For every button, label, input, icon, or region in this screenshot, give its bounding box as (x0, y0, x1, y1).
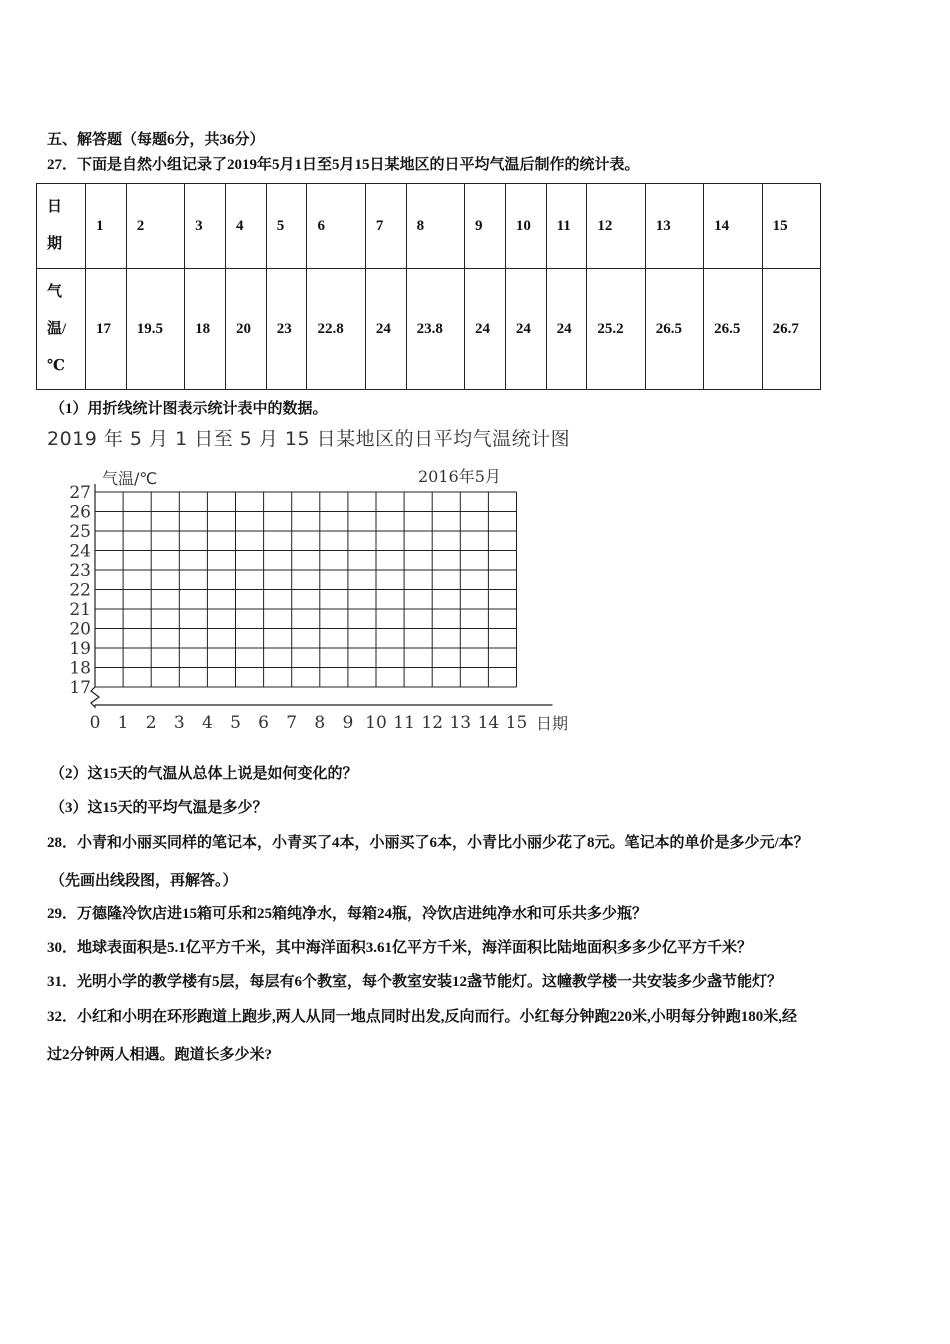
y-tick-label: 26 (69, 502, 91, 523)
table-cell: 6 (307, 184, 365, 269)
table-cell: 15 (762, 184, 820, 269)
y-tick-label: 20 (69, 619, 91, 640)
x-tick-label: 1 (117, 713, 129, 733)
temp-header-char: 温/ (47, 320, 67, 337)
x-tick-label: 7 (286, 713, 298, 733)
table-cell: 22.8 (307, 269, 365, 390)
x-tick-label: 11 (393, 713, 415, 733)
x-tick-label: 12 (421, 713, 444, 733)
y-tick-label: 18 (69, 658, 91, 679)
question-32-cont: 过2分钟两人相遇。跑道长多少米? (47, 1047, 273, 1063)
question-31: 31．光明小学的教学楼有5层，每层有6个教室，每个教室安装12盏节能灯。这幢教学楼一共安装多少盏节能灯？ (47, 974, 783, 990)
table-cell: 11 (546, 184, 587, 269)
y-tick-label: 25 (69, 522, 91, 542)
question-27: 27．下面是自然小组记录了2019年5月1日至5月15日某地区的日平均气温后制作的统计表。 (47, 157, 640, 173)
table-row-temps (37, 269, 821, 390)
y-tick-label: 23 (69, 561, 91, 581)
temp-header-char: 气 (47, 283, 63, 300)
date-header (37, 184, 86, 269)
chart-note: 2016年5月 (418, 467, 501, 486)
x-tick-label: 8 (314, 713, 326, 733)
table-cell: 24 (505, 269, 546, 390)
table-cell: 7 (365, 184, 406, 269)
table-cell: 14 (704, 184, 762, 269)
table-cell: 5 (266, 184, 307, 269)
table-cell: 9 (465, 184, 506, 269)
chart-title: 2019 年 5 月 1 日至 5 月 15 日某地区的日平均气温统计图 (47, 428, 571, 450)
table-cell: 26.5 (704, 269, 762, 390)
table-cell: 8 (406, 184, 464, 269)
table-cell: 3 (185, 184, 226, 269)
x-tick-label: 3 (173, 713, 185, 733)
sub-question-2: （2）这15天的气温从总体上说是如何变化的？ (50, 766, 358, 782)
question-30: 30．地球表面积是5.1亿平方千米，其中海洋面积3.61亿平方千米，海洋面积比陆地面积多多少亿平方千米？ (47, 940, 753, 956)
table-cell: 10 (505, 184, 546, 269)
x-tick-label: 6 (258, 713, 270, 733)
question-28: 28．小青和小丽买同样的笔记本，小青买了4本，小丽买了6本，小青比小丽少花了8元。笔记本的单价是多少元/本？ (47, 835, 809, 851)
question-29: 29．万德隆冷饮店进15箱可乐和25箱纯净水，每箱24瓶，冷饮店进纯净水和可乐共多少瓶？ (47, 906, 648, 922)
question-28-note: （先画出线段图，再解答。） (50, 873, 238, 889)
table-cell: 24 (546, 269, 587, 390)
y-tick-label: 22 (69, 580, 91, 601)
y-tick-label: 19 (69, 639, 91, 659)
table-cell: 18 (185, 269, 226, 390)
temp-header-char: ℃ (47, 357, 65, 374)
date-header-char: 期 (47, 236, 63, 252)
table-cell: 2 (126, 184, 184, 269)
x-tick-label: 2 (145, 713, 157, 733)
x-tick-label: 14 (477, 713, 500, 733)
x-tick-label: 0 (89, 713, 101, 733)
date-header-char: 日 (47, 199, 63, 215)
x-axis-label: 日期 (536, 714, 569, 733)
table-cell: 25.2 (587, 269, 645, 390)
table-row-dates (37, 184, 821, 269)
y-tick-label: 17 (69, 678, 91, 698)
x-tick-label: 13 (449, 713, 472, 733)
x-tick-label: 10 (365, 713, 387, 733)
x-tick-label: 15 (505, 713, 528, 733)
table-cell: 4 (225, 184, 266, 269)
y-axis-label: 气温/℃ (102, 469, 158, 488)
y-tick-label: 27 (69, 483, 91, 503)
section-title: 五、解答题（每题6分，共36分） (47, 132, 265, 148)
sub-question-3: （3）这15天的平均气温是多少？ (50, 800, 268, 816)
temp-header (37, 269, 86, 390)
table-cell: 19.5 (126, 269, 184, 390)
chart-grid (91, 484, 553, 707)
chart-ticks (69, 483, 527, 733)
table-cell: 23 (266, 269, 307, 390)
table-cell: 20 (225, 269, 266, 390)
table-cell: 12 (587, 184, 645, 269)
temperature-table (36, 183, 821, 390)
sub-question-1: （1）用折线统计图表示统计表中的数据。 (50, 401, 328, 417)
x-tick-label: 4 (201, 713, 213, 733)
table-cell: 17 (86, 269, 127, 390)
x-tick-label: 9 (342, 713, 354, 733)
table-cell: 26.7 (762, 269, 820, 390)
question-32: 32．小红和小明在环形跑道上跑步,两人从同一地点同时出发,反向而行。小红每分钟跑220米,小明每分钟跑180米,经 (47, 1009, 798, 1025)
table-cell: 1 (86, 184, 127, 269)
table-cell: 13 (645, 184, 703, 269)
y-tick-label: 21 (69, 600, 91, 620)
table-cell: 24 (365, 269, 406, 390)
temperature-line-chart (40, 460, 600, 750)
table-cell: 24 (465, 269, 506, 390)
table-cell: 23.8 (406, 269, 464, 390)
table-cell: 26.5 (645, 269, 703, 390)
y-tick-label: 24 (69, 541, 91, 562)
x-tick-label: 5 (230, 713, 241, 733)
axis-break-mark (91, 687, 99, 707)
